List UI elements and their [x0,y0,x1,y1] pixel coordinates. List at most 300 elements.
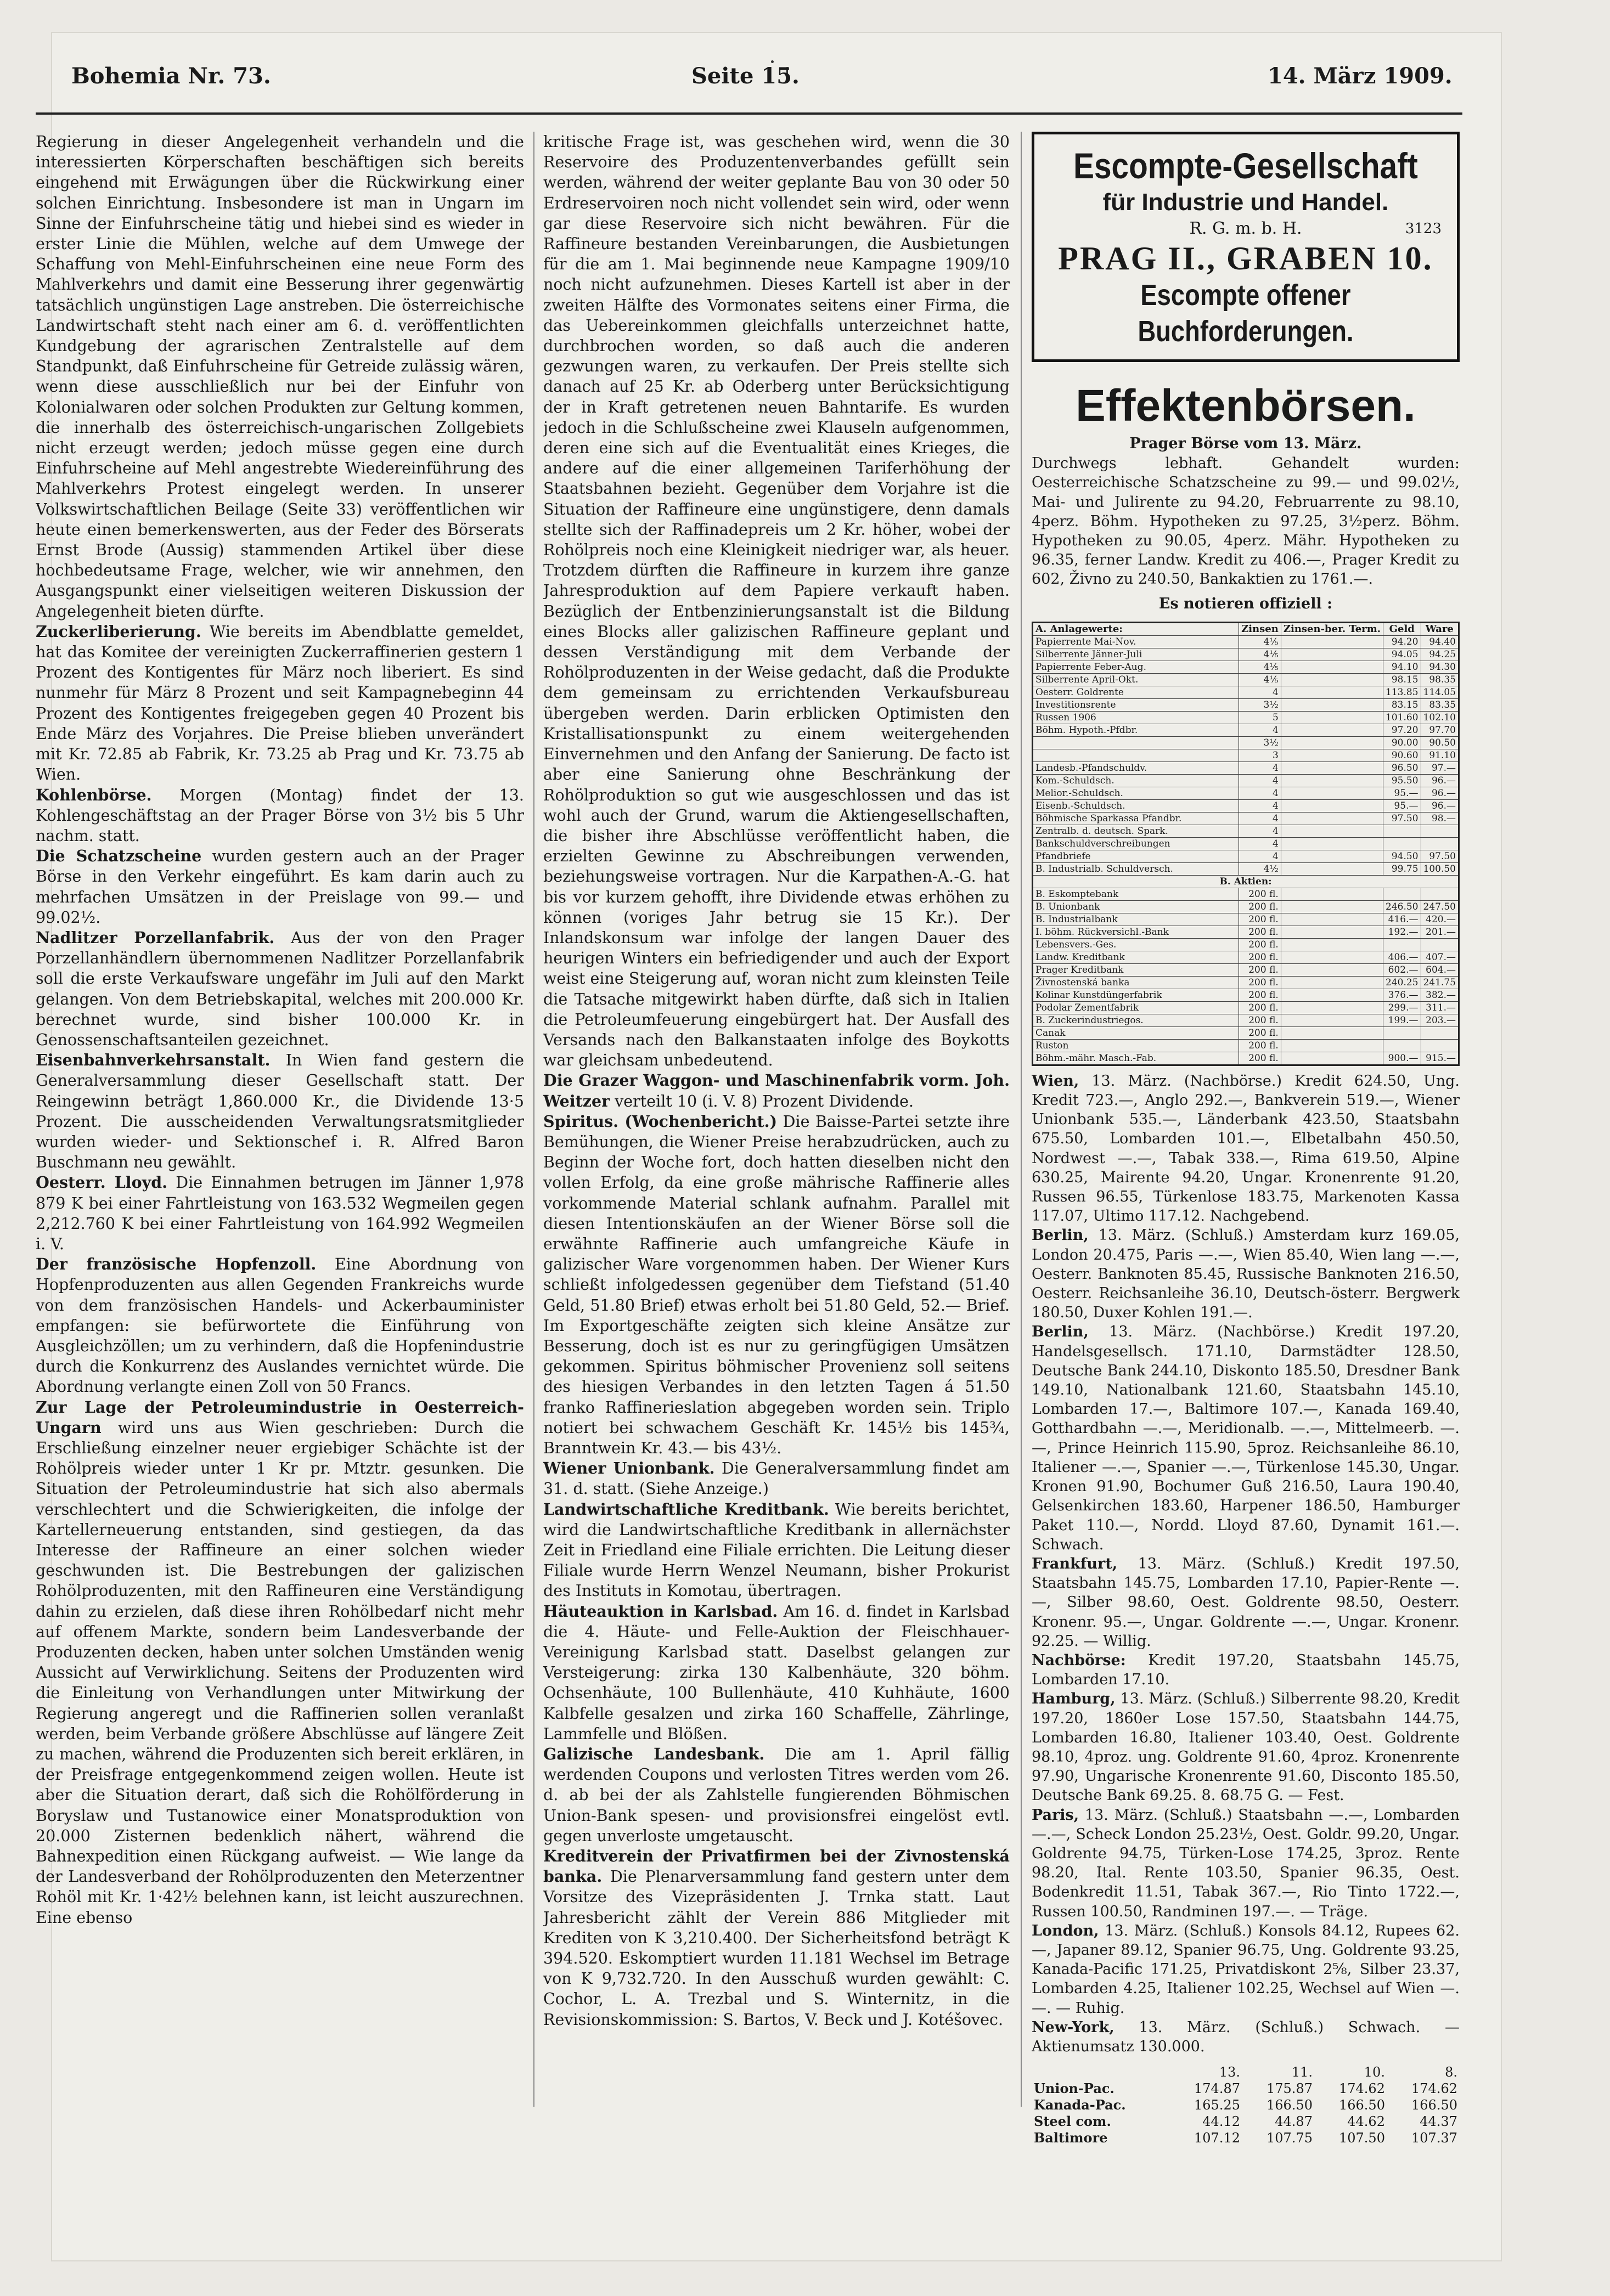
article-text: Die Baisse-Partei setzte ihre Bemühungen, die Wiener Preise herabzudrücken, auch zu Beginn der Woche fort, doch hatten dieselben nicht den vollen Erfolg, da eine große mährische Raffinerie alles vorkommende Material schlank aufnahm. Parallel mit diesen Intentionskäufen an der Wiener Börse soll die erwähnte Raffinerie auch umfangreiche Käufe in galizischer Ware vorgenommen haben. Der Wiener Kurs schließt infolgedessen gegenüber dem Tiefstand (51.40 Geld, 51.80 Brief) etwas erholt bei 51.80 Geld, 52.— Brief. Im Exportgeschäfte zeigten sich kleine Ansätze zur Besserung, doch ist es nur zu geringfügigen Umsätzen gekommen. Spiritus böhmischer Provenienz soll seitens des hiesigen Verbandes in den letzten Tagen á 51.50 franko Raffinerieslation abgegeben worden sein. Triplo notiert bei schwachem Geschäft Kr. 145½ bis 145¾, Branntwein Kr. 43.— bis 43½. [543,1112,1010,1457]
quote-cell: B. Eskomptebank [1033,888,1239,900]
quote-cell [1383,837,1421,850]
quote-cell: 97.70 [1421,724,1459,736]
quote-cell: Eisenb.-Schuldsch. [1033,799,1239,812]
quote-row [1033,850,1459,862]
article-paragraph [543,1458,1010,1499]
quote-cell: 200 fl. [1239,976,1281,989]
quote-cell: 91.10 [1421,749,1459,761]
quote-cell: 98.— [1421,812,1459,825]
quote-cell: 4 [1239,837,1281,850]
market-report-text: Kredit 197.20, Staatsbahn 145.75, Lombarden 17.10. [1032,1651,1460,1689]
quote-cell: 95.50 [1383,774,1421,787]
header-page-number: Seite 15. [691,63,800,89]
prague-exchange-report: Durchwegs lebhaft. Gehandelt wurden: Oesterreichische Schatzscheine zu 99.— und 99.02½, Mai- und Julirente zu 94.20, Februarrente zu 98.10, 4perz. Böhm. Hypotheken zu 97.25, 3½perz. Böhm. Hypotheken zu 90.05, 4perz. Mähr. Hypotheken zu 96.35, ferner Landw. Kredit zu 406.—, Prager Kredit zu 602, Živno zu 240.50, Bankaktien zu 1761.—. [1032,455,1460,588]
quote-cell [1281,989,1383,1001]
quote-cell: 4 [1239,787,1281,799]
quote-cell: 4 [1239,825,1281,837]
quote-cell: 4⅕ [1239,635,1281,648]
market-report-city: Berlin, [1032,1227,1089,1244]
quote-cell: 382.— [1421,989,1459,1001]
article-heading: Landwirtschaftliche Kreditbank. [543,1499,829,1519]
article-paragraph [36,785,524,847]
quote-cell: 4 [1239,761,1281,774]
quote-cell: Silberrente Jänner-Juli [1033,648,1239,661]
article-text: kritische Frage ist, was geschehen wird, wenn die 30 Reservoire des Produzentenverbandes gefüllt sein werden, während der weiter geplante Bau von 30 oder 50 Erdreservoiren noch nicht vollendet sein wird, oder wenn gar diese Reservoire sich nicht bewähren. Für die Raffineure bestanden Vereinbarungen, die Ausbietungen für die am 1. Mai beginnende neue Kampagne 1909/10 noch nicht aufzunehmen. Dieses Kartell ist aber in der zweiten Hälfte des Vormonates seitens einer Firma, die das Uebereinkommen gleichfalls unterzeichnet hatte, durchbrochen worden, so daß auch die anderen gezwungen waren, zu verkaufen. Der Preis stellte sich danach auf 25 Kr. ab Oderberg unter Berücksichtigung der in Kraft getretenen neuen Bahntarife. Es wurden jedoch in die Schlußscheine zwei Klauseln aufgenommen, deren eine sich auf die Eventualität eines Krieges, die andere auf die einer allgemeinen Tariferhöhung der Staatsbahnen bezieht. Gegenüber dem Vorjahre ist die Situation der Raffineure eine ungünstigere, denn damals stellte sich der Raffinadepreis um 2 Kr. höher, wobei der Rohölpreis noch eine Kleinigkeit niedriger war, als heuer. Trotzdem dürften die Raffineure in kurzem ihre ganze Jahresproduktion auf dem Papiere verkauft haben. Bezüglich der Entbenzinierungsanstalt ist die Bildung eines Blocks aller galizischen Raffineure geplant und dessen Verständigung mit dem Verbande der Rohölproduzenten in der Weise gedacht, daß die Produkte dem gemeinsam zu errichtenden Verkaufsbureau übergeben werden. Darin erblicken Optimisten den Kristallisationspunkt zu einem weitergehenden Einvernehmen und den Anfang der Sanierung. De facto ist aber eine Sanierung ohne Beschränkung der Rohölproduktion so gut wie ausgeschlossen und das ist wohl auch der Grund, warum die Aktiengesellschaften, die bisher ihre Abschlüsse veröffentlicht haben, die erzielten Gewinne zu Abschreibungen verwenden, beziehungsweise vortragen. Nur die Karpathen-A.-G. hat bis vor kurzem gehofft, ihre Dividende etwas erhöhen zu können (voriges Jahr betrug sie 15 Kr.). Der Inlandskonsum war infolge der langen Dauer des heurigen Winters ein befriedigender und auch der Export weist eine Steigerung auf, woran nicht zum kleinsten Teile die Tatsache mitgewirkt haben dürfte, daß sich in Italien die Petroleumfeuerung eingebürgert hat. Der Ausfall des Versands nach den Balkanstaaten infolge des Boykotts war gleichsam unbedeutend. [543,133,1010,1070]
quote-cell: 94.10 [1383,661,1421,673]
ad-legal-form-text: R. G. m. b. H. [1189,219,1302,238]
market-report-city: New-York, [1032,2018,1114,2036]
quote-cell: 246.50 [1383,900,1421,913]
quote-cell: Podolar Zementfabrik [1033,1001,1239,1014]
quote-row [1033,900,1459,913]
quote-cell [1281,648,1383,661]
quote-cell: B. Zuckerindustriegos. [1033,1014,1239,1026]
quote-cell: 4½ [1239,862,1281,875]
quote-cell: Kolinar Kunstdüngerfabrik [1033,989,1239,1001]
quote-cell [1421,1026,1459,1039]
quote-cell [1383,1039,1421,1052]
quote-cell [1281,749,1383,761]
market-report [1032,1651,1460,1689]
quote-cell [1281,825,1383,837]
article-text: Regierung in dieser Angelegenheit verhandeln und die interessierten Körperschaften beschäftigen sich bereits eingehend mit Erwägungen über die Rückwirkung einer solchen Einrichtung. Insbesondere ist man in Ungarn im Sinne der Einfuhrscheine tätig und hiebei sind es wieder in erster Linie die Mühlen, welche auf dem Umwege der Schaffung von Mehl-Einfuhrscheinen eine neue Form des Mahlverkehrs und damit eine Besserung ihrer gegenwärtig tatsächlich ungünstigen Lage anstreben. Die österreichische Landwirtschaft steht nach einer am 6. d. veröffentlichten Kundgebung der agrarischen Zentralstelle auf dem Standpunkt, daß Einfuhrscheine für Getreide zulässig wären, wenn diese ausschließlich nur bei der Einfuhr von Kolonialwaren oder solchen Produkten zur Geltung kommen, die innerhalb des österreichisch-ungarischen Zollgebiets nicht erzeugt werden; jedoch müsse gegen eine durch Einfuhrscheine auf Mehl angestrebte Wiedereinführung des Mahlverkehrs Protest eingelegt werden. In unserer Volkswirtschaftlichen Beilage (Seite 33) veröffentlichen wir heute einen bemerkenswerten, aus der Feder des Börserats Ernst Brode (Aussig) stammenden Artikel über diese hochbedeutsame Frage, welcher, wie wir annehmen, den Ausgangspunkt einer vielseitigen weiteren Diskussion der Angelegenheit bieten dürfte. [36,133,524,620]
quote-cell [1383,888,1421,900]
quotes-header-cell: Zinsen-ber. Term. [1281,622,1383,635]
header-rule [36,112,1462,115]
quote-cell: B. Unionbank [1033,900,1239,913]
quote-cell [1281,812,1383,825]
ny-header-row [1032,2064,1460,2080]
quote-cell [1281,1052,1383,1065]
quote-cell: 420.— [1421,913,1459,926]
quote-row [1033,963,1459,976]
quote-cell: 200 fl. [1239,938,1281,951]
quote-cell: 13. [1219,2064,1240,2080]
quote-cell: 200 fl. [1239,1014,1281,1026]
quote-cell [1281,635,1383,648]
quote-cell: Union-Pac. [1034,2080,1114,2097]
ad-address: PRAG II., GRABEN 10. [1058,240,1433,277]
market-reports [1032,1071,1460,2056]
article-paragraph [543,1499,1010,1601]
prague-exchange-heading: Prager Börse vom 13. März. [1129,435,1362,452]
quote-cell: 174.87 [1194,2081,1240,2097]
article-heading: Häuteauktion in Karlsbad. [543,1601,778,1621]
quote-cell: 107.50 [1338,2130,1385,2146]
article-text: Am 16. d. findet in Karlsbad die 4. Häute- und Felle-Auktion der Fleischhauer-Vereinigung Karlsbad statt. Daselbst gelangen zur Versteigerung: zirka 130 Kalbenhäute, 320 böhm. Ochsenhäute, 100 Bullenhäute, 410 Kuhhäute, 1600 Kalbfelle gesalzen und zirka 160 Schaffelle, Zährlinge, Lammfelle und Blößen. [543,1602,1010,1743]
quote-cell: Prager Kreditbank [1033,963,1239,976]
quote-cell: 44.37 [1420,2114,1457,2130]
quote-row [1033,698,1459,711]
quote-cell [1421,837,1459,850]
article-heading: Wiener Unionbank. [543,1459,715,1478]
ny-row [1032,2097,1460,2113]
article-column-1 [36,132,524,2118]
article-heading: Die Schatzscheine [36,847,202,866]
article-text: wurden gestern auch an der Prager Börse in den Verkehr eingeführt. Es kam darin auch zu mehrfachen Umsätzen in der Preislage von 99.— und 99.02½. [36,847,524,927]
quote-cell: 4 [1239,724,1281,736]
quote-row [1033,976,1459,989]
market-report-city: Hamburg, [1032,1690,1116,1708]
quote-cell: Steel com. [1034,2113,1111,2130]
quote-cell [1383,938,1421,951]
quote-row [1033,951,1459,963]
article-paragraph [36,1254,524,1397]
quote-cell: 200 fl. [1239,1052,1281,1065]
quote-cell: 4 [1239,774,1281,787]
quote-cell: 602.— [1383,963,1421,976]
quotes-header-cell: Zinsen [1239,622,1281,635]
quote-cell: 107.12 [1194,2130,1240,2146]
quote-cell: 95.— [1383,787,1421,799]
quote-row [1033,724,1459,736]
quote-cell: 96.— [1421,799,1459,812]
market-report-text: 13. März. (Schluß.) Schwach. — Aktienumsatz 130.000. [1032,2018,1460,2055]
quote-row [1033,761,1459,774]
quote-row [1033,862,1459,875]
quote-cell: 96.50 [1383,761,1421,774]
quote-cell: 94.20 [1383,635,1421,648]
article-column-2 [543,132,1010,2118]
quote-cell: B. Industrialb. Schuldversch. [1033,862,1239,875]
quote-cell: Oesterr. Goldrente [1033,686,1239,698]
market-report-text: 13. März. (Nachbörse.) Kredit 624.50, Ung. Kredit 723.—, Anglo 292.—, Bankverein 519.—, Wiener Unionbank 535.—, Länderbank 423.50, Staatsbahn 675.50, Lombarden 101.—, Elbetalbahn 450.50, Nordwest —.—, Tabak 338.—, Rima 619.50, Alpine 630.25, Mairente 94.20, Ungar. Kronenrente 91.20, Russen 96.55, Türkenlose 183.75, Markenoten Kassa 117.07, Ultimo 117.12. Nachgebend. [1032,1072,1460,1225]
quote-row [1033,686,1459,698]
quote-cell [1281,724,1383,736]
quote-row [1033,812,1459,825]
market-report-city: Nachbörse: [1032,1651,1126,1669]
quote-cell: Papierrente Mai-Nov. [1033,635,1239,648]
quote-cell: 83.15 [1383,698,1421,711]
official-quotes-heading: Es notieren offiziell : [1158,595,1333,612]
market-report-text: 13. März. (Schluß.) Amsterdam kurz 169.05, London 20.475, Paris —.—, Wien 85.40, Wien lang —.—, Oesterr. Banknoten 85.45, Russische Banknoten 216.50, Oesterr. Reichsanleihe 36.10, Deutsch-österr. Bergwerk 180.50, Duxer Kohlen 191.—. [1032,1227,1460,1322]
quote-cell: 200 fl. [1239,888,1281,900]
quote-cell: 915.— [1421,1052,1459,1065]
quote-cell: 4⅕ [1239,648,1281,661]
quote-cell: 94.50 [1383,850,1421,862]
quote-cell: 94.40 [1421,635,1459,648]
quote-cell: 96.— [1421,787,1459,799]
quote-cell: Landesb.-Pfandschuldv. [1033,761,1239,774]
quote-cell: Živnostenská banka [1033,976,1239,989]
article-text: verteilt 10 (i. V. 8) Prozent Dividende. [610,1092,914,1110]
quote-cell: 203.— [1421,1014,1459,1026]
quote-cell: 200 fl. [1239,1026,1281,1039]
quote-cell: 4⅕ [1239,661,1281,673]
market-report [1032,1226,1460,1322]
quote-cell: 192.— [1383,926,1421,938]
quote-cell [1033,736,1239,749]
quote-cell [1281,926,1383,938]
quote-cell: 4 [1239,812,1281,825]
quote-row [1033,673,1459,686]
quote-cell [1281,1014,1383,1026]
quote-cell [1281,900,1383,913]
quote-cell: 174.62 [1338,2081,1385,2097]
article-text: Die am 1. April fällig werdenden Coupons und verlosten Titres werden vom 26. d. ab bei der als Zahlstelle fungierenden Böhmischen Union-Bank spesen- und provisionsfrei eingelöst evtl. gegen unverloste umgetauscht. [543,1745,1010,1845]
quote-cell: 44.62 [1347,2114,1385,2130]
escompte-advertisement [1032,132,1460,362]
quote-cell [1281,963,1383,976]
quote-cell: 98.35 [1421,673,1459,686]
quote-cell [1281,799,1383,812]
market-report-text: 13. März. (Schluß.) Kredit 197.50, Staatsbahn 145.75, Lombarden 17.10, Papier-Rente —.—, Silber 98.60, Oest. Goldrente 98.50, Oesterr. Kronenr. 95.—, Ungar. Goldrente —.—, Ungar. Kronenr. 92.25. — Willig. [1032,1555,1460,1650]
quote-cell: Bankschuldverschreibungen [1033,837,1239,850]
quote-cell: 3 [1239,749,1281,761]
quote-cell: 83.35 [1421,698,1459,711]
quote-cell [1421,1039,1459,1052]
quote-cell [1281,673,1383,686]
market-report-text: 13. März. (Schluß.) Silberrente 98.20, Kredit 197.20, 1860er Lose 157.50, Staatsbahn 144.75, Lombarden 16.80, Italiener 103.40, Oest. Goldrente 98.10, 4proz. ung. Goldrente 91.60, 4proz. Kronenrente 97.90, Ungarische Kronenrente 91.60, Disconto 185.50, Deutsche Bank 69.25. 8. 68.75 G. — Fest. [1032,1690,1460,1804]
quote-cell [1421,938,1459,951]
quote-cell [1281,736,1383,749]
quote-cell: 90.00 [1383,736,1421,749]
quote-row [1033,799,1459,812]
quote-cell: 8. [1445,2064,1457,2080]
quote-cell: Böhm.-mähr. Masch.-Fab. [1033,1052,1239,1065]
quote-cell [1281,888,1383,900]
quote-row [1033,749,1459,761]
article-heading: Die Grazer Waggon- und Maschinenfabrik vorm. Joh. Weitzer [543,1071,1010,1110]
quote-cell: 175.87 [1266,2081,1313,2097]
quote-cell [1281,850,1383,862]
ad-slogan: Escompte offener Buchforderungen. [1138,279,1354,348]
quote-cell: 200 fl. [1239,1039,1281,1052]
quote-cell: Lebensvers.-Ges. [1033,938,1239,951]
ad-subtitle: für Industrie und Handel. [1102,189,1389,216]
article-paragraph [36,846,524,928]
quote-row [1033,888,1459,900]
quote-cell [1032,2064,1170,2080]
article-heading: Kohlenbörse. [36,785,152,804]
quote-cell: 107.37 [1411,2130,1457,2146]
quote-cell: Ruston [1033,1039,1239,1052]
quote-cell: 3½ [1239,736,1281,749]
quote-cell [1281,787,1383,799]
quote-row [1033,1039,1459,1052]
quote-cell: 98.15 [1383,673,1421,686]
quote-cell: 90.60 [1383,749,1421,761]
quote-cell: 94.25 [1421,648,1459,661]
quotes-header-cell: Ware [1421,622,1459,635]
quote-cell: 247.50 [1421,900,1459,913]
quote-cell: 604.— [1421,963,1459,976]
quote-cell: 174.62 [1411,2081,1457,2097]
quote-cell: Böhmische Sparkassa Pfandbr. [1033,812,1239,825]
quote-row [1033,661,1459,673]
ad-legal-form [1040,218,1451,240]
quote-cell: B. Industrialbank [1033,913,1239,926]
quote-cell: 10. [1364,2064,1385,2080]
article-paragraph [543,1601,1010,1744]
quote-cell [1033,749,1239,761]
quote-cell: 407.— [1421,951,1459,963]
article-paragraph [543,1112,1010,1458]
quote-cell: 199.— [1383,1014,1421,1026]
effektenboersen-title: Effektenbörsen. [1076,381,1416,431]
market-report-text: 13. März. (Schluß.) Staatsbahn —.—, Lombarden —.—, Scheck London 25.23½, Oest. Goldr. 99.20, Ungar. Goldrente 94.75, Türken-Lose 174.25, 3proz. Rente 98.20, Ital. Rente 103.50, Spanier 96.35, Oest. Bodenkredit 11.51, Tabak 367.—, Rio Tinto 1722.—, Russen 100.50, Randminen 197.—. — Träge. [1032,1806,1460,1920]
ny-row [1032,2113,1460,2130]
quote-cell: 44.12 [1202,2114,1240,2130]
quotes-header-cell: A. Anlagewerte: [1033,622,1239,635]
article-paragraph [36,132,524,622]
quote-row [1033,825,1459,837]
quote-cell: 4⅕ [1239,673,1281,686]
market-report [1032,1322,1460,1554]
market-report [1032,1689,1460,1805]
quotes-section-row [1033,875,1459,888]
quote-cell: Pfandbriefe [1033,850,1239,862]
article-paragraph [543,1744,1010,1846]
quote-row [1033,926,1459,938]
quote-cell: Papierrente Feber-Aug. [1033,661,1239,673]
quote-cell: 11. [1291,2064,1313,2080]
article-text: Aus der von den Prager Porzellanhändlern übernommenen Nadlitzer Porzellanfabrik soll die erste Verkaufsware ungefähr im Juli auf den Markt gelangen. Von dem Betriebskapital, welches mit 200.000 Kr. berechnet wurde, sind bisher 100.000 Kr. in Genossenschaftsanteilen gezeichnet. [36,928,524,1049]
quote-row [1033,913,1459,926]
quote-cell: 201.— [1421,926,1459,938]
market-report-city: Frankfurt, [1032,1555,1118,1572]
quote-row [1033,774,1459,787]
article-text: Eine Abordnung von Hopfenproduzenten aus allen Gegenden Frankreichs wurde von dem französischen Handels- und Ackerbauminister empfangen: sie befürwortete die Einführung von Ausgleichzöllen; um zu verhindern, daß die Hopfenindustrie durch die Konkurrenz des Auslandes vernichtet würde. Die Abordnung verlangte einen Zoll von 50 Francs. [36,1255,524,1396]
quote-cell: 200 fl. [1239,913,1281,926]
quote-cell: Böhm. Hypoth.-Pfdbr. [1033,724,1239,736]
article-text: wird uns aus Wien geschrieben: Durch die Erschließung einzelner neuer ergiebiger Schächte ist der Rohölpreis wieder unter 1 Kr pr. Mtztr. gesunken. Die Situation der Petroleumindustrie hat sich also abermals verschlechtert und die Schwierigkeiten, die infolge der Kartellerneuerung entstanden, sind gestiegen, da das Interesse der Raffineure an einer solchen wieder geschwunden ist. Die Bestrebungen der galizischen Rohölproduzenten, mit den Raffineuren eine Verständigung dahin zu erzielen, daß diese ihren Rohölbedarf nicht mehr auf offenem Markte, sondern beim Landesverbande der Produzenten decken, haben unter solchen Umständen wenig Aussicht auf Verwirklichung. Seitens der Produzenten wird die Einleitung von Verhandlungen unter Mitwirkung der Regierung angeregt und die Raffinerien sollen veranlaßt werden, beim Verbande größere Abschlüsse auf längere Zeit zu machen, während die Produzenten sich bereit erklären, in der Preisfrage entgegenkommend zeigen wollen. Heute ist aber die Situation derart, daß sich die Rohölförderung in Boryslaw und Tustanowice einer Monatsproduktion von 20.000 Zisternen bedenklich nähert, während die Bahnexpedition einen Rückgang aufweist. — Wie lange da der Landesverband der Rohölproduzenten den Meterzentner Rohöl mit Kr. 1·42½ belehnen kann, ist leicht auszurechnen. Eine ebenso [36,1418,524,1927]
quote-cell: 241.75 [1421,976,1459,989]
article-paragraph [543,1846,1010,2030]
quote-cell: 101.60 [1383,711,1421,724]
quote-cell: 4 [1239,850,1281,862]
quote-row [1033,648,1459,661]
quotes-table [1032,622,1460,1066]
market-report-text: 13. März. (Schluß.) Konsols 84.12, Rupees 62.—, Japaner 89.12, Spanier 96.75, Ung. Goldrente 93.25, Kanada-Pacific 171.25, Privatdiskont 2⅝, Silber 23.37, Lombarden 4.25, Italiener 102.25, Wechsel auf Wien —.—. — Ruhig. [1032,1922,1460,2017]
quote-cell: Melior.-Schuldsch. [1033,787,1239,799]
quotes-header-row [1033,622,1459,635]
article-heading: Oesterr. Lloyd. [36,1173,168,1192]
quote-cell [1383,1026,1421,1039]
quote-cell: 900.— [1383,1052,1421,1065]
quote-cell [1281,711,1383,724]
market-report [1032,1554,1460,1651]
article-text: In Wien fand gestern die Generalversammlung dieser Gesellschaft statt. Der Reingewinn beträgt 1,860.000 Kr., die Dividende 13·5 Prozent. Die ausscheidenden Verwaltungsratsmitglieder wurden wieder- und Sektionschef i. R. Alfred Baron Buschmann neu gewählt. [36,1051,524,1172]
quote-cell: 165.25 [1194,2097,1240,2113]
article-heading: Eisenbahnverkehrsanstalt. [36,1051,271,1070]
quote-cell: 200 fl. [1239,951,1281,963]
quote-cell: 4 [1239,686,1281,698]
quote-cell: 114.05 [1421,686,1459,698]
quote-cell: Canak [1033,1026,1239,1039]
article-text: Morgen (Montag) findet der 13. Kohlengeschäftstag an der Prager Börse von 3½ bis 5 Uhr nachm. statt. [36,786,524,845]
quote-cell: 311.— [1421,1001,1459,1014]
quote-cell: 200 fl. [1239,926,1281,938]
quote-cell [1281,837,1383,850]
article-heading: Der französische Hopfenzoll. [36,1255,317,1274]
quote-cell: 376.— [1383,989,1421,1001]
quote-cell [1281,862,1383,875]
market-report-city: London, [1032,1922,1099,1939]
quote-cell [1281,1001,1383,1014]
page-header [36,63,1462,107]
quote-cell: Zentralb. d. deutsch. Spark. [1033,825,1239,837]
market-report [1032,1806,1460,1921]
column-divider [533,132,534,2107]
column-divider [1021,132,1022,2107]
quote-cell: 97.— [1421,761,1459,774]
quote-cell: 100.50 [1421,862,1459,875]
article-heading: Kreditverein der Privatfirmen bei der Zivnostenská banka. [543,1847,1010,1886]
market-report [1032,2018,1460,2056]
market-report [1032,1071,1460,1226]
quote-cell: 166.50 [1411,2097,1457,2113]
quote-cell: Investitionsrente [1033,698,1239,711]
market-report-city: Paris, [1032,1806,1079,1824]
market-report [1032,1921,1460,2018]
article-heading: Nadlitzer Porzellanfabrik. [36,928,275,947]
quote-cell: 166.50 [1338,2097,1385,2113]
quotes-header-cell: Geld [1383,622,1421,635]
quotes-section-label: B. Aktien: [1033,875,1459,888]
quote-cell: Baltimore [1034,2130,1108,2146]
market-report-text: 13. März. (Nachbörse.) Kredit 197.20, Handelsgesellsch. 171.10, Darmstädter 128.50, Deutsche Bank 244.10, Diskonto 185.50, Dresdner Bank 149.10, Nationalbank 121.60, Staatsbahn 145.10, Lombarden 17.—, Baltimore 107.—, Kanada 169.40, Gotthardbahn —.—, Meridionalb. —.—, Mittelmeerb. —.—, Prince Heinrich 115.90, 5proz. Reichsanleihe 86.10, Italiener —.—, Spanier —.—, Türkenlose 145.30, Ungar. Kronen 91.90, Bochumer Guß 216.50, Laura 190.40, Gelsenkirchen 183.60, Harpener 186.50, Hamburger Paket 110.—, Nordd. Lloyd 87.60, Dynamit 161.—. Schwach. [1032,1323,1460,1553]
ny-row [1032,2130,1460,2146]
quote-cell: 95.— [1383,799,1421,812]
quote-cell [1281,774,1383,787]
market-report-city: Berlin, [1032,1323,1089,1341]
header-date: 14. März 1909. [1268,63,1453,89]
quote-cell: 94.05 [1383,648,1421,661]
quote-cell [1281,698,1383,711]
quote-cell: Kanada-Pac. [1034,2097,1126,2113]
quote-row [1033,1052,1459,1065]
article-text: Wie bereits im Abendblatte gemeldet, hat das Komitee der vereinigten Zuckerraffinerien gestern 1 Prozent des Kontigentes für März noch liberiert. Es sind nunmehr für März 8 Prozent und seit Kampagnebeginn 44 Prozent des Kontigentes freigegeben gegen 40 Prozent bis Ende März des Vorjahres. Die Preise blieben unverändert mit Kr. 72.85 ab Fabrik, Kr. 73.25 ab Prag und Kr. 73.75 ab Wien. [36,622,524,784]
quote-cell: Kom.-Schuldsch. [1033,774,1239,787]
article-column-3 [1032,132,1460,2162]
quote-cell [1281,661,1383,673]
quote-row [1033,989,1459,1001]
article-paragraph [36,928,524,1050]
article-heading: Spiritus. (Wochenbericht.) [543,1112,778,1131]
quote-cell: 299.— [1383,1001,1421,1014]
quote-cell [1281,951,1383,963]
quote-row [1033,1026,1459,1039]
quote-cell [1281,1026,1383,1039]
ny-row [1032,2080,1460,2097]
article-heading: Zur Lage der Petroleumindustrie in Oesterreich-Ungarn [36,1397,524,1437]
quote-cell: 99.75 [1383,862,1421,875]
quote-row [1033,635,1459,648]
article-paragraph [36,1172,524,1254]
quote-cell: Silberrente April-Okt. [1033,673,1239,686]
quote-cell: 3½ [1239,698,1281,711]
quote-cell [1281,761,1383,774]
quote-row [1033,1001,1459,1014]
article-paragraph [36,1050,524,1172]
quote-cell [1281,1039,1383,1052]
quote-cell: 96.— [1421,774,1459,787]
quote-cell: 97.50 [1383,812,1421,825]
quote-cell: 107.75 [1266,2130,1313,2146]
quote-row [1033,736,1459,749]
header-publication: Bohemia Nr. 73. [71,63,271,89]
quote-cell [1383,825,1421,837]
article-text: Die Einnahmen betrugen im Jänner 1,978 879 K bei einer Fahrtleistung von 163.532 Wegmeilen gegen 2,212.760 K bei einer Fahrtleistung von 164.992 Wegmeilen i. V. [36,1174,524,1253]
article-text: Die Plenarversammlung fand gestern unter dem Vorsitze des Vizepräsidenten J. Trnka statt. Laut Jahresbericht zählt der Verein 886 Mitglieder mit Krediten von K 3,210.400. Der Sicherheitsfond beträgt K 394.520. Eskomptiert wurden 11.181 Wechsel im Betrage von K 9,732.720. In den Ausschuß wurden gewählt: C. Cochor, L. A. Trezbal und S. Winternitz, in die Revisionskommission: S. Bartos, V. Beck und J. Kotéšovec. [543,1868,1010,2029]
quote-cell: 200 fl. [1239,963,1281,976]
quote-cell: 416.— [1383,913,1421,926]
quote-cell: I. böhm. Rückversichl.-Bank [1033,926,1239,938]
article-heading: Zuckerliberierung. [36,622,201,641]
article-paragraph [36,1397,524,1928]
quote-cell: Landw. Kreditbank [1033,951,1239,963]
